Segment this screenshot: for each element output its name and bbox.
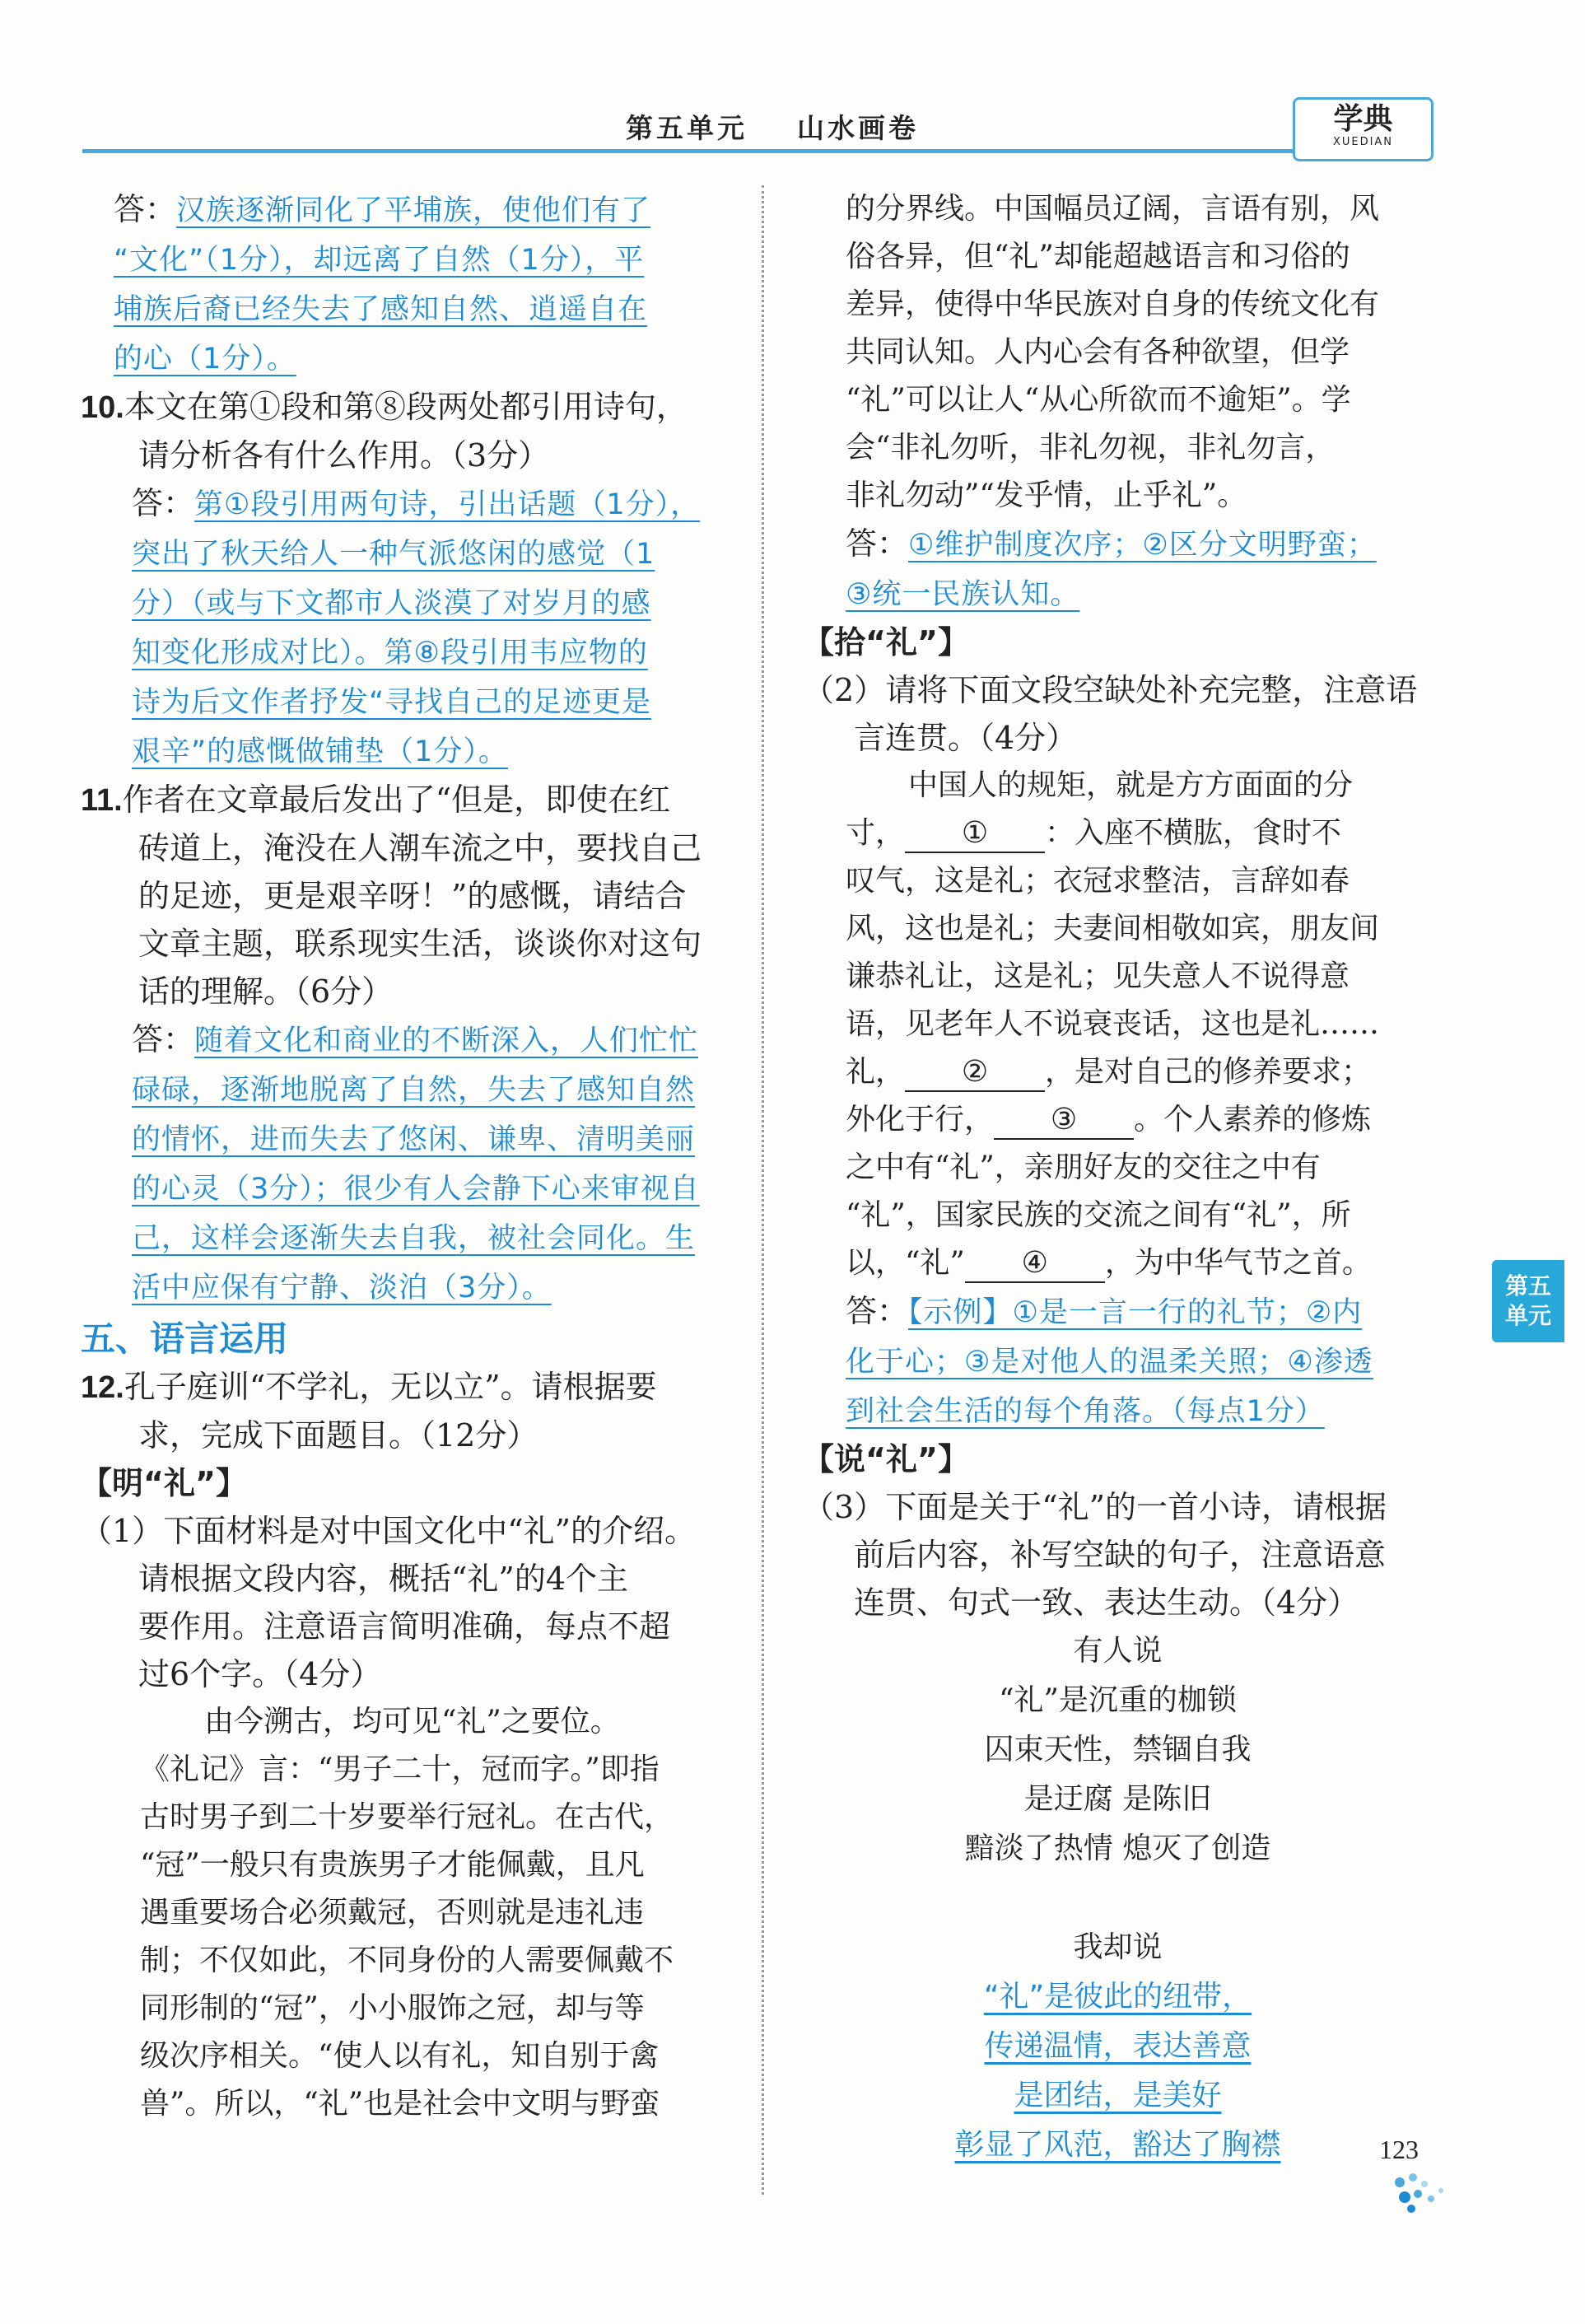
passage-line: 差异，使得中华民族对自身的传统文化有 — [846, 287, 1380, 321]
question-line: 请分析各有什么作用。（3分） — [138, 437, 550, 474]
passage-text: 。个人素养的修炼 — [1134, 1103, 1372, 1136]
sub-question-3 — [803, 1483, 1433, 1626]
left-column — [81, 185, 739, 2128]
passage-line: 叹气，这是礼；衣冠求整洁，言辞如春 — [846, 864, 1350, 898]
sub-question-line: 过6个字。（4分） — [138, 1656, 382, 1692]
poem — [803, 1626, 1433, 2170]
passage-continued — [803, 185, 1433, 520]
answer-line: 的心（1分）。 — [114, 343, 296, 376]
answer-line: 知变化形成对比）。第⑧段引用韦应物的 — [132, 637, 648, 670]
sub-question-line: 前后内容，补写空缺的句子，注意语意 — [854, 1537, 1387, 1573]
question-number: 12. — [81, 1370, 124, 1405]
passage-line: 中国人的规矩，就是方方面面的分 — [908, 768, 1354, 802]
sub-question-line: 请将下面文段空缺处补充完整，注意语 — [885, 672, 1418, 708]
logo-subtext: XUEDIAN — [1332, 136, 1394, 148]
passage-line: 同形制的“冠”，小小服饰之冠，却与等 — [140, 1991, 645, 2025]
passage-line: 《礼记》言：“男子二十，冠而字。”即指 — [140, 1752, 660, 1786]
poem-answer-line: 是团结，是美好 — [1014, 2079, 1222, 2112]
answer-line: 【示例】①是一言一行的礼节；②内 — [908, 1296, 1363, 1329]
unit-side-tab — [1492, 1260, 1564, 1342]
passage-line: 级次序相关。“使人以有礼，知自别于禽 — [140, 2039, 660, 2073]
answer-line: 分）（或与下文都市人淡漠了对岁月的感 — [132, 587, 651, 620]
answer-line: 第①段引用两句诗，引出话题（1分）， — [194, 488, 701, 521]
subsection-heading: 【拾“礼”】 — [803, 624, 969, 660]
question-number: 10. — [81, 390, 124, 425]
sub-question-line: 要作用。注意语言简明准确，每点不超 — [138, 1608, 671, 1645]
sub2-passage — [803, 762, 1433, 1287]
poem-line: 囚束天性，禁锢自我 — [984, 1733, 1252, 1766]
answer-label: 答： — [132, 485, 195, 521]
sub-question-2 — [803, 666, 1433, 762]
subsection-heading: 【明“礼”】 — [81, 1465, 247, 1501]
passage-line: 的分界线。中国幅员辽阔，言语有别，风 — [846, 192, 1380, 226]
passage-line: 古时男子到二十岁要举行冠礼。在古代， — [140, 1800, 674, 1834]
answer-line: 活中应保有宁静、淡泊（3分）。 — [132, 1272, 552, 1304]
question-line: 砖道上，淹没在人潮车流之中，要找自己 — [138, 830, 702, 866]
passage-line: 会“非礼勿听，非礼勿视，非礼勿言， — [846, 431, 1336, 464]
answer-line: 碌碌，逐渐地脱离了自然，失去了感知自然 — [132, 1074, 696, 1107]
passage-text: ，为中华气节之首。 — [1104, 1246, 1372, 1280]
answer-line: 的情怀，进而失去了悠闲、谦卑、清明美丽 — [132, 1123, 696, 1156]
question-number: 11. — [81, 783, 123, 818]
answer-label: 答： — [846, 525, 909, 562]
sub2-answer — [803, 1287, 1433, 1435]
answer-label: 答： — [132, 1021, 195, 1057]
answer-line: 化于心；③是对他人的温柔关照；④渗透 — [846, 1346, 1373, 1379]
question-line: 本文在第①段和第⑧段两处都引用诗句， — [124, 389, 688, 425]
page-header — [0, 0, 1585, 165]
passage-line: “冠”一般只有贵族男子才能佩戴，且凡 — [140, 1848, 645, 1882]
passage-line: 谦恭礼让，这是礼；见失意人不说得意 — [846, 959, 1350, 993]
logo-text: 学典 — [1333, 102, 1393, 136]
passage-line: 共同认知。人内心会有各种欲望，但学 — [846, 335, 1350, 369]
answer-line: 艰辛”的感慨做铺垫（1分）。 — [132, 735, 508, 768]
passage-text: 寸， — [846, 816, 906, 850]
q11-answer — [81, 1015, 739, 1312]
header-rule — [82, 149, 1416, 153]
answer-label: 答： — [114, 191, 177, 227]
column-divider — [762, 185, 764, 2195]
answer-line: 的心灵（3分）；很少有人会静下心来审视自 — [132, 1173, 700, 1206]
passage-text: 外化于行， — [846, 1103, 995, 1136]
poem-answer-line: 传递温情，表达善意 — [984, 2029, 1252, 2063]
passage-line: 制；不仅如此，不同身份的人需要佩戴不 — [140, 1944, 674, 1977]
unit-title: 山水画卷 — [797, 112, 919, 144]
question-line: 文章主题，联系现实生活，谈谈你对这句 — [138, 926, 702, 962]
sub-question-line: 连贯、句式一致、表达生动。（4分） — [854, 1584, 1359, 1621]
header-title — [626, 107, 968, 146]
passage-line: “礼”，国家民族的交流之间有“礼”，所 — [846, 1198, 1351, 1232]
blank-4: ④ — [965, 1245, 1105, 1283]
question-12 — [81, 1363, 739, 1459]
answer-line: 己，这样会逐渐失去自我，被社会同化。生 — [132, 1222, 696, 1255]
question-line: 话的理解。（6分） — [138, 973, 394, 1010]
side-tab-line: 第五 — [1504, 1272, 1551, 1300]
passage — [81, 1698, 739, 2128]
q9-answer — [81, 185, 739, 383]
answer-line: 埔族后裔已经失去了感知自然、逍遥自在 — [114, 293, 648, 326]
sub1-answer — [803, 520, 1433, 618]
sub-question-number: （2） — [803, 672, 886, 708]
decorative-dots-icon — [1392, 2166, 1449, 2215]
subsection-heading: 【说“礼”】 — [803, 1441, 969, 1477]
q10-answer — [81, 479, 739, 776]
question-line: 的足迹，更是艰辛呀！”的感慨，请结合 — [138, 878, 687, 914]
blank-2: ② — [905, 1054, 1045, 1092]
page-number: 123 — [1379, 2135, 1419, 2164]
passage-line: “礼”可以让人“从心所欲而不逾矩”。学 — [846, 383, 1351, 417]
question-line: 孔子庭训“不学礼，无以立”。请根据要 — [124, 1369, 657, 1405]
sub-question-line: 言连贯。（4分） — [854, 720, 1078, 756]
brand-logo — [1293, 97, 1433, 161]
passage-text: 以，“礼” — [846, 1246, 965, 1280]
passage-line: 之中有“礼”，亲朋好友的交往之中有 — [846, 1150, 1321, 1184]
passage-text: 礼， — [846, 1055, 906, 1089]
poem-line: 我却说 — [1073, 1930, 1163, 1964]
answer-label: 答： — [846, 1293, 909, 1329]
answer-line: ③统一民族认知。 — [846, 578, 1080, 611]
question-11 — [81, 776, 739, 1015]
passage-line: 俗各异，但“礼”却能超越语言和习俗的 — [846, 240, 1350, 273]
answer-line: “文化”（1分），却远离了自然（1分），平 — [114, 244, 645, 277]
answer-line: ①维护制度次序；②区分文明野蛮； — [908, 529, 1377, 562]
poem-line: 有人说 — [1073, 1634, 1163, 1668]
sub-question-1 — [81, 1507, 739, 1698]
answer-line: 随着文化和商业的不断深入，人们忙忙 — [194, 1024, 699, 1057]
answer-line: 汉族逐渐同化了平埔族，使他们有了 — [176, 194, 651, 227]
blank-1: ① — [905, 815, 1045, 853]
passage-text: ，是对自己的修养要求； — [1045, 1055, 1372, 1089]
sub-question-line: 请根据文段内容，概括“礼”的4个主 — [138, 1561, 629, 1597]
answer-line: 诗为后文作者抒发“寻找自己的足迹更是 — [132, 686, 652, 719]
side-tab-line: 单元 — [1504, 1302, 1551, 1329]
answer-line: 突出了秋天给人一种气派悠闲的感觉（1 — [132, 538, 655, 571]
question-line: 作者在文章最后发出了“但是，即使在红 — [122, 782, 671, 818]
passage-line: 由今溯古，均可见“礼”之要位。 — [204, 1705, 620, 1738]
poem-answer-line: 彰显了风范，豁达了胸襟 — [954, 2128, 1281, 2162]
answer-line: 到社会生活的每个角落。（每点1分） — [846, 1395, 1325, 1428]
passage-line: 非礼勿动”“发乎情，止乎礼”。 — [846, 478, 1247, 512]
sub-question-line: 下面是关于“礼”的一首小诗，请根据 — [885, 1489, 1387, 1525]
passage-line: 语，见老年人不说衰丧话，这也是礼…… — [846, 1007, 1380, 1041]
passage-line: 遇重要场合必须戴冠，否则就是违礼违 — [140, 1896, 645, 1930]
sub-question-number: （1） — [81, 1513, 164, 1549]
passage-text: ：入座不横肱，食时不 — [1045, 816, 1342, 850]
question-line: 求，完成下面题目。（12分） — [138, 1417, 538, 1454]
poem-line: 黯淡了热情 熄灭了创造 — [964, 1832, 1271, 1865]
sub-question-number: （3） — [803, 1489, 886, 1525]
sub-question-line: 下面材料是对中国文化中“礼”的介绍。 — [163, 1513, 697, 1549]
passage-line: 风，这也是礼；夫妻间相敬如宾，朋友间 — [846, 912, 1380, 945]
passage-line: 兽”。所以，“礼”也是社会中文明与野蛮 — [140, 2087, 660, 2121]
poem-answer-line: “礼”是彼此的纽带， — [983, 1980, 1252, 2014]
blank-3: ③ — [994, 1102, 1134, 1140]
poem-line: 是迂腐 是陈旧 — [1023, 1782, 1212, 1816]
unit-label: 第五单元 — [626, 112, 748, 144]
poem-line: “礼”是沉重的枷锁 — [999, 1683, 1237, 1717]
question-10 — [81, 383, 739, 479]
right-column — [803, 185, 1433, 2170]
section-heading: 五、语言运用 — [81, 1318, 289, 1359]
